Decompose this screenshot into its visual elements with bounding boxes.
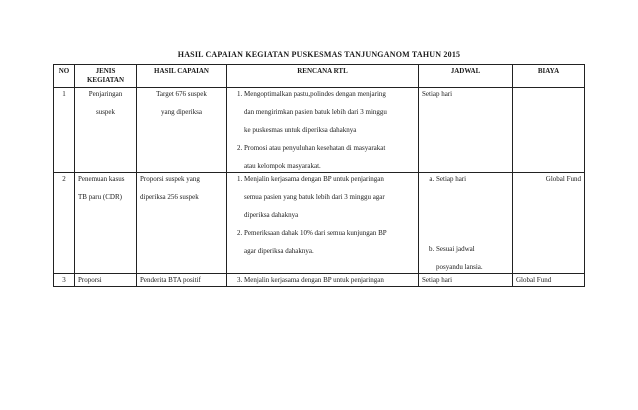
cell-rencana	[227, 88, 419, 173]
cell-jenis	[75, 173, 137, 274]
cell-text: b. Sesuai jadwal	[436, 245, 475, 253]
header-no: NO	[54, 65, 75, 88]
table-row	[54, 274, 585, 287]
cell-jenis	[75, 88, 137, 173]
header-biaya: BIAYA	[513, 65, 585, 88]
list-item	[244, 276, 415, 284]
cell-text: 2. Promosi atau penyuluhan kesehatan di masyarakat	[244, 144, 386, 152]
list-item	[244, 175, 415, 229]
table-row	[54, 88, 585, 173]
cell-text: ke puskesmas untuk diperiksa dahaknya	[244, 126, 357, 134]
cell-hasil: Penderita BTA positif	[137, 274, 227, 287]
header-jenis-line-2: KEGIATAN	[86, 76, 125, 84]
cell-text: suspek	[95, 108, 116, 116]
cell-text: a. Setiap hari	[436, 175, 467, 183]
cell-jadwal	[419, 173, 513, 274]
cell-text: Penemuan kasus	[78, 175, 125, 183]
header-jenis-line-1: JENIS	[95, 67, 116, 75]
cell-biaya: Global Fund	[513, 274, 585, 287]
results-table	[53, 64, 585, 287]
rencana-list	[230, 175, 415, 255]
cell-no: 2	[54, 173, 75, 274]
table-row	[54, 173, 585, 274]
cell-jenis: Proporsi	[75, 274, 137, 287]
list-item	[244, 144, 415, 170]
cell-text: 3. Menjalin kerjasama dengan BP untuk penjaringan	[244, 276, 384, 284]
header-rencana-rtl: RENCANA RTL	[227, 65, 419, 88]
cell-text: semua pasien yang batuk lebih dari 3 minggu agar	[244, 193, 385, 201]
header-jenis-kegiatan	[75, 65, 137, 88]
cell-no: 3	[54, 274, 75, 287]
cell-jadwal: Setiap hari	[419, 88, 513, 173]
list-item	[436, 175, 509, 183]
cell-text: Proporsi suspek yang	[140, 175, 200, 183]
cell-biaya: Global Fund	[513, 173, 585, 274]
cell-text: diperiksa dahaknya	[244, 211, 299, 219]
list-item	[244, 229, 415, 255]
cell-hasil	[137, 173, 227, 274]
cell-biaya	[513, 88, 585, 173]
cell-text: diperiksa 256 suspek	[140, 193, 199, 201]
cell-rencana	[227, 274, 419, 287]
cell-hasil	[137, 88, 227, 173]
header-hasil-capaian: HASIL CAPAIAN	[137, 65, 227, 88]
cell-text: posyandu lansia.	[436, 263, 483, 271]
rencana-list	[230, 90, 415, 170]
cell-text: Target 676 suspek	[156, 90, 207, 98]
table-header-row	[54, 65, 585, 88]
cell-text: yang diperiksa	[160, 108, 202, 116]
header-jadwal: JADWAL	[419, 65, 513, 88]
cell-text: agar diperiksa dahaknya.	[244, 247, 314, 255]
list-item	[244, 90, 415, 144]
cell-text: 1. Mengoptimalkan pastu,polindes dengan menjaring	[244, 90, 386, 98]
cell-text: TB paru (CDR)	[78, 193, 122, 201]
cell-text: dan mengirimkan pasien batuk lebih dari 3 minggu	[244, 108, 387, 116]
cell-jadwal: Setiap hari	[419, 274, 513, 287]
cell-text: atau kelompok masyarakat.	[244, 162, 321, 170]
rencana-list	[230, 276, 415, 284]
jadwal-list	[422, 175, 509, 271]
cell-text: 2. Pemeriksaan dahak 10% dari semua kunjungan BP	[244, 229, 387, 237]
cell-text: Penjaringan	[88, 90, 123, 98]
cell-rencana	[227, 173, 419, 274]
list-item	[436, 245, 509, 271]
page-title: HASIL CAPAIAN KEGIATAN PUSKESMAS TANJUNGANOM TAHUN 2015	[177, 50, 461, 59]
cell-no: 1	[54, 88, 75, 173]
cell-text: 1. Menjalin kerjasama dengan BP untuk penjaringan	[244, 175, 384, 183]
